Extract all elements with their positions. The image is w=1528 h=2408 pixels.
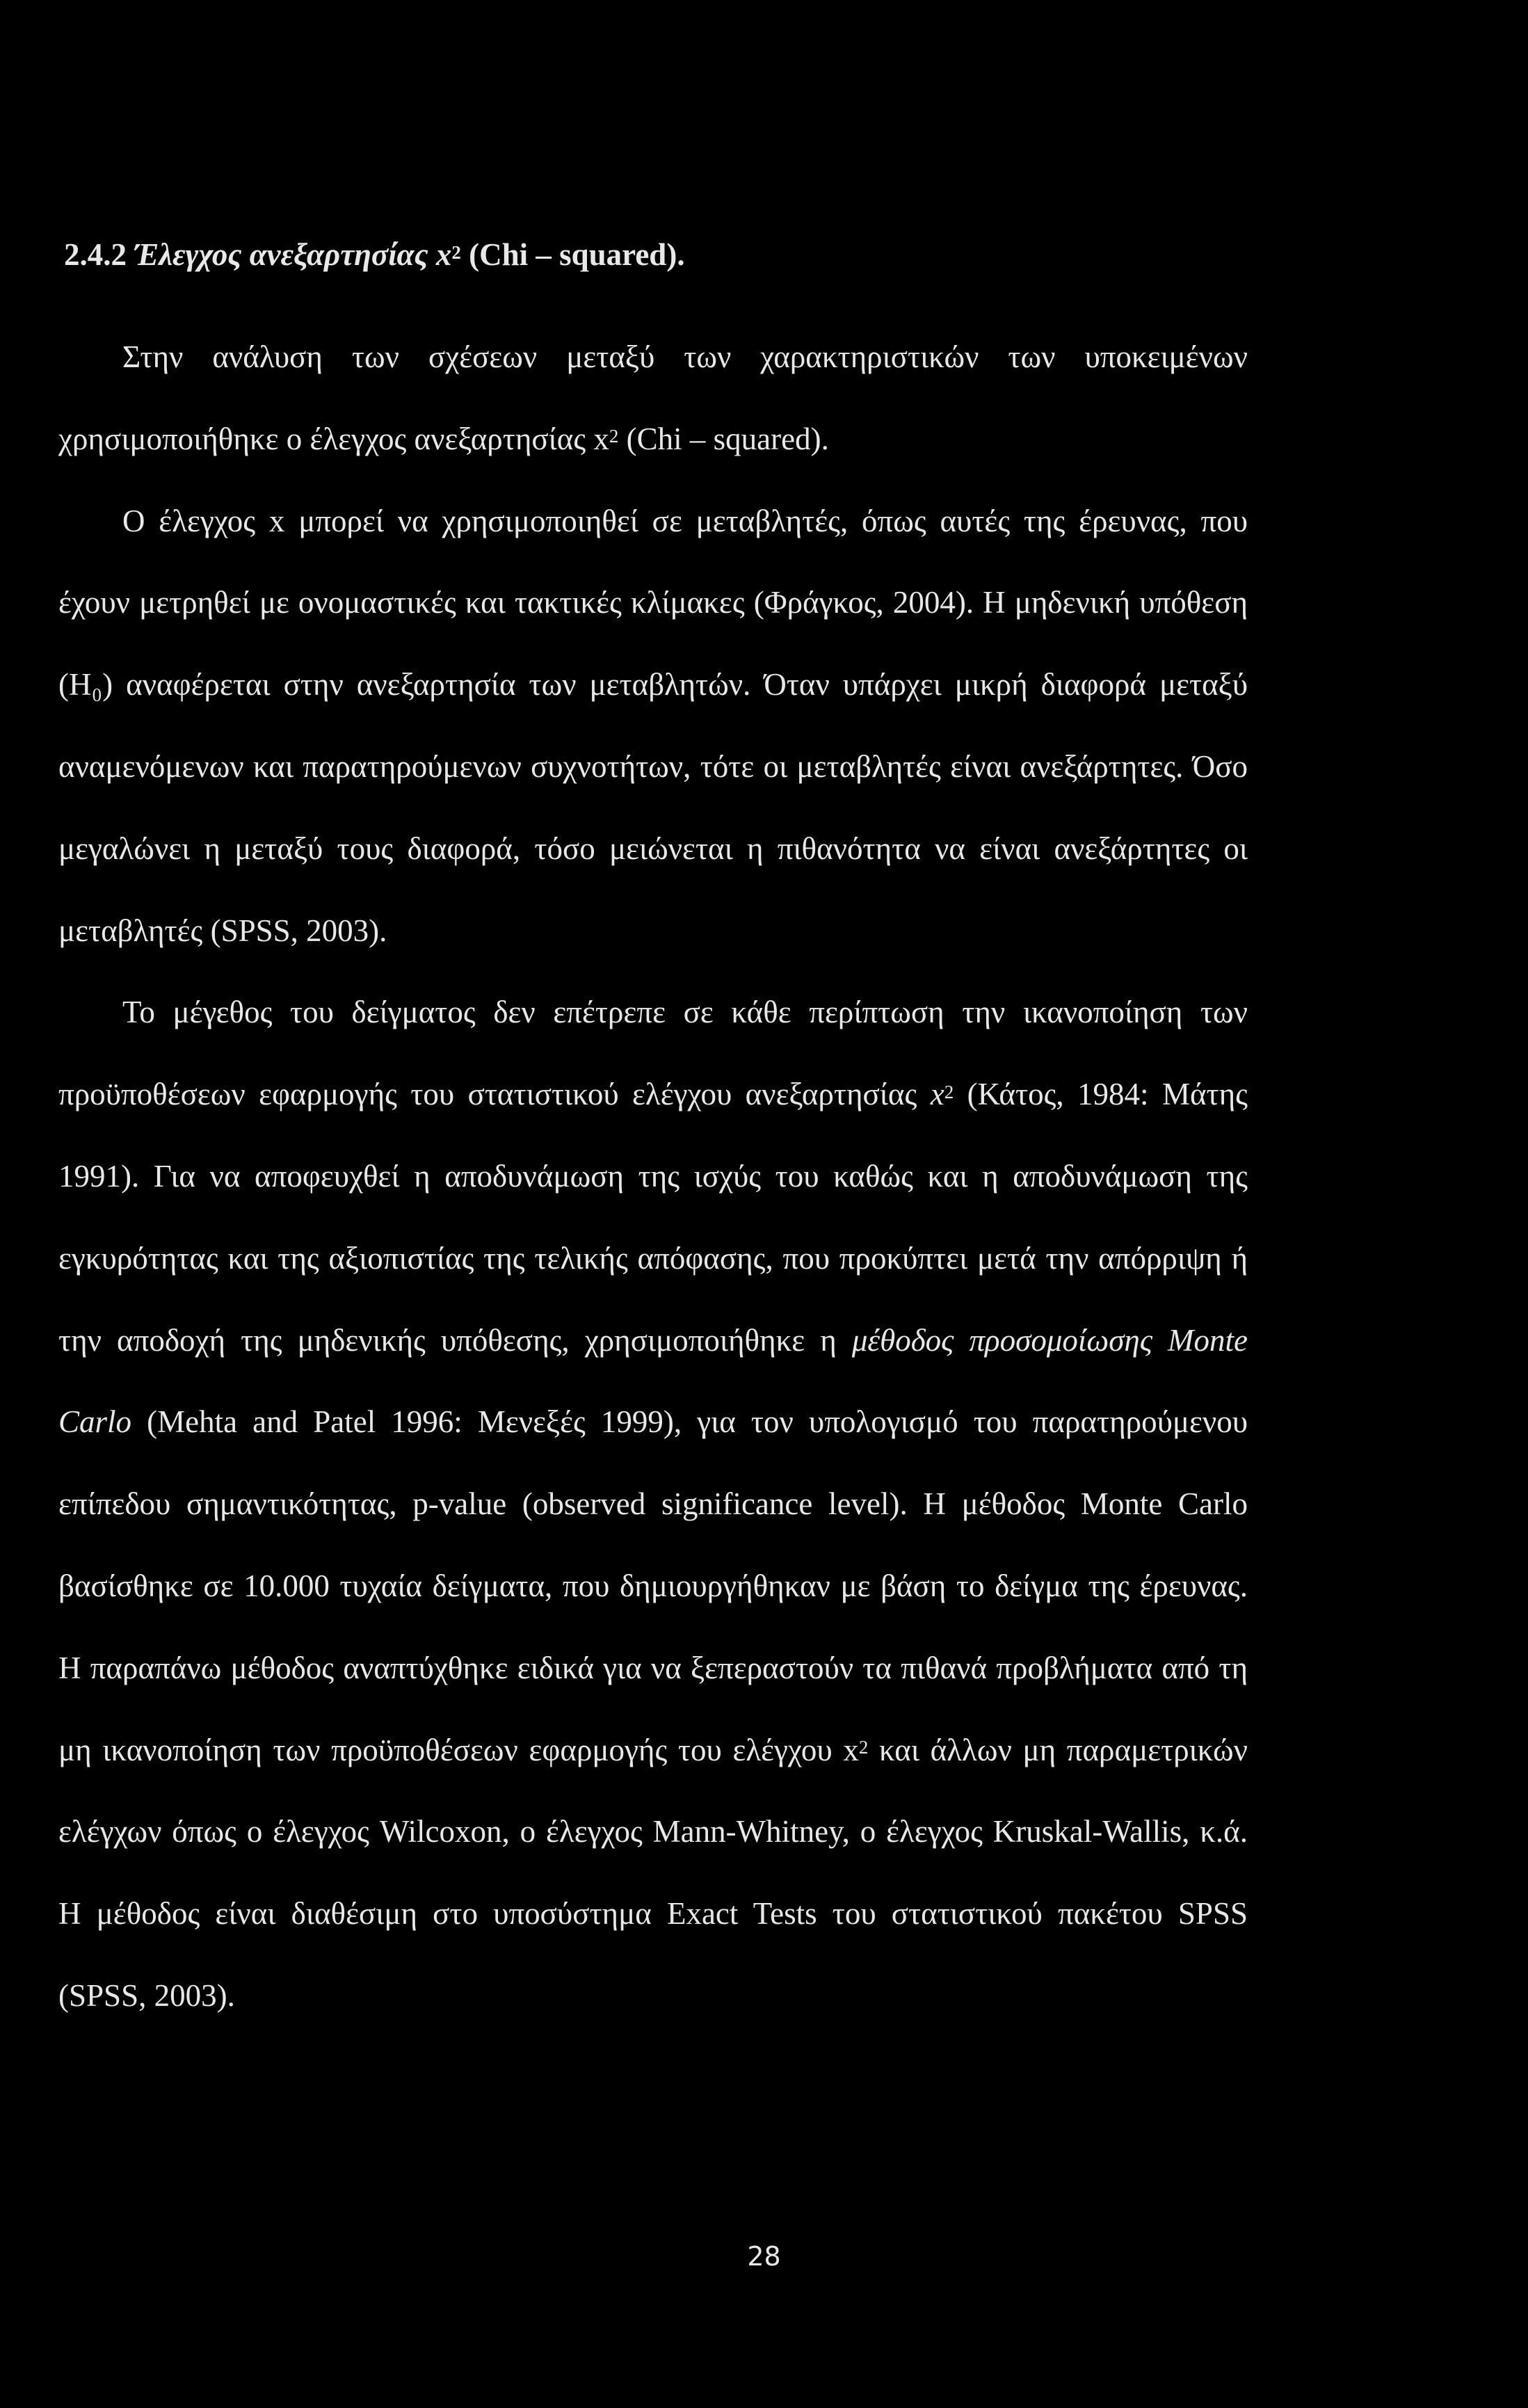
section-number: 2.4.2 — [64, 237, 127, 272]
section-title-superscript: 2 — [451, 241, 461, 263]
paragraph-2: Ο έλεγχος x μπορεί να χρησιμοποιηθεί σε μεταβλητές, όπως αυτές της έρευνας, που έχουν μετρηθεί με ονομαστικές και τακτικές κλίμακες (Φράγκος, 2004). Η μηδενική υπόθεση (H₀) αναφέρεται στην ανεξαρτησία των μεταβλητών. Όταν υπάρχει μικρή διαφορά μεταξύ αναμενόμενων και παρατηρούμενων συχνοτήτων, τότε οι μεταβλητές είναι ανεξάρτητες. Όσο μεγαλώνει η μεταξύ τους διαφορά, τόσο μειώνεται η πιθανότητα να είναι ανεξάρτητες οι μεταβλητές (SPSS, 2003). — [58, 503, 1248, 948]
section-heading — [64, 234, 685, 275]
section-title-greek: Έλεγχος ανεξαρτησίας x — [134, 237, 452, 272]
page-number: 28 — [747, 2241, 781, 2272]
italic-phrase: μέθοδος προσομοίωσης Monte Carlo — [58, 1322, 1248, 1440]
paragraph-1: Στην ανάλυση των σχέσεων μεταξύ των χαρακτηριστικών των υποκειμένων χρησιμοποιήθηκε ο έλεγχος ανεξαρτησίας $x^2$ (Chi – squared). — [58, 339, 1248, 456]
body-text — [58, 316, 1248, 2037]
paragraph-3: Το μέγεθος του δείγματος δεν επέτρεπε σε κάθε περίπτωση την ικανοποίηση των προϋποθέσεων εφαρμογής του στατιστικού ελέγχου ανεξαρτησίας $x^2$ (Κάτος, 1984: Μάτης 1991). Για να αποφευχθεί η αποδυνάμωση της ισχύς του καθώς και η αποδυνάμωση της εγκυρότητας και της αξιοπιστίας της τελικής απόφασης, που προκύπτει μετά την απόρριψη ή την αποδοχή της μηδενικής υπόθεσης, χρησιμοποιήθηκε η μέθοδος προσομοίωσης Monte Carlo (Mehta and Patel 1996: Μενεξές 1999), για τον υπολογισμό του παρατηρούμενου επίπεδου σημαντικότητας, p-value (observed significance level). Η μέθοδος Monte Carlo βασίσθηκε σε 10.000 τυχαία δείγματα, που δημιουργήθηκαν με βάση το δείγμα της έρευνας. Η παραπάνω μέθοδος αναπτύχθηκε ειδικά για να ξεπεραστούν τα πιθανά προβλήματα από τη μη ικανοποίηση των προϋποθέσεων εφαρμογής του ελέγχου $x^2$ και άλλων μη παραμετρικών ελέγχων όπως ο έλεγχος Wilcoxon, ο έλεγχος Mann-Whitney, ο έλεγχος Kruskal-Wallis, κ.ά. Η μέθοδος είναι διαθέσιμη στο υποσύστημα Exact Tests του στατιστικού πακέτου SPSS (SPSS, 2003). — [58, 995, 1248, 2013]
section-title-english: (Chi – squared). — [469, 237, 685, 272]
